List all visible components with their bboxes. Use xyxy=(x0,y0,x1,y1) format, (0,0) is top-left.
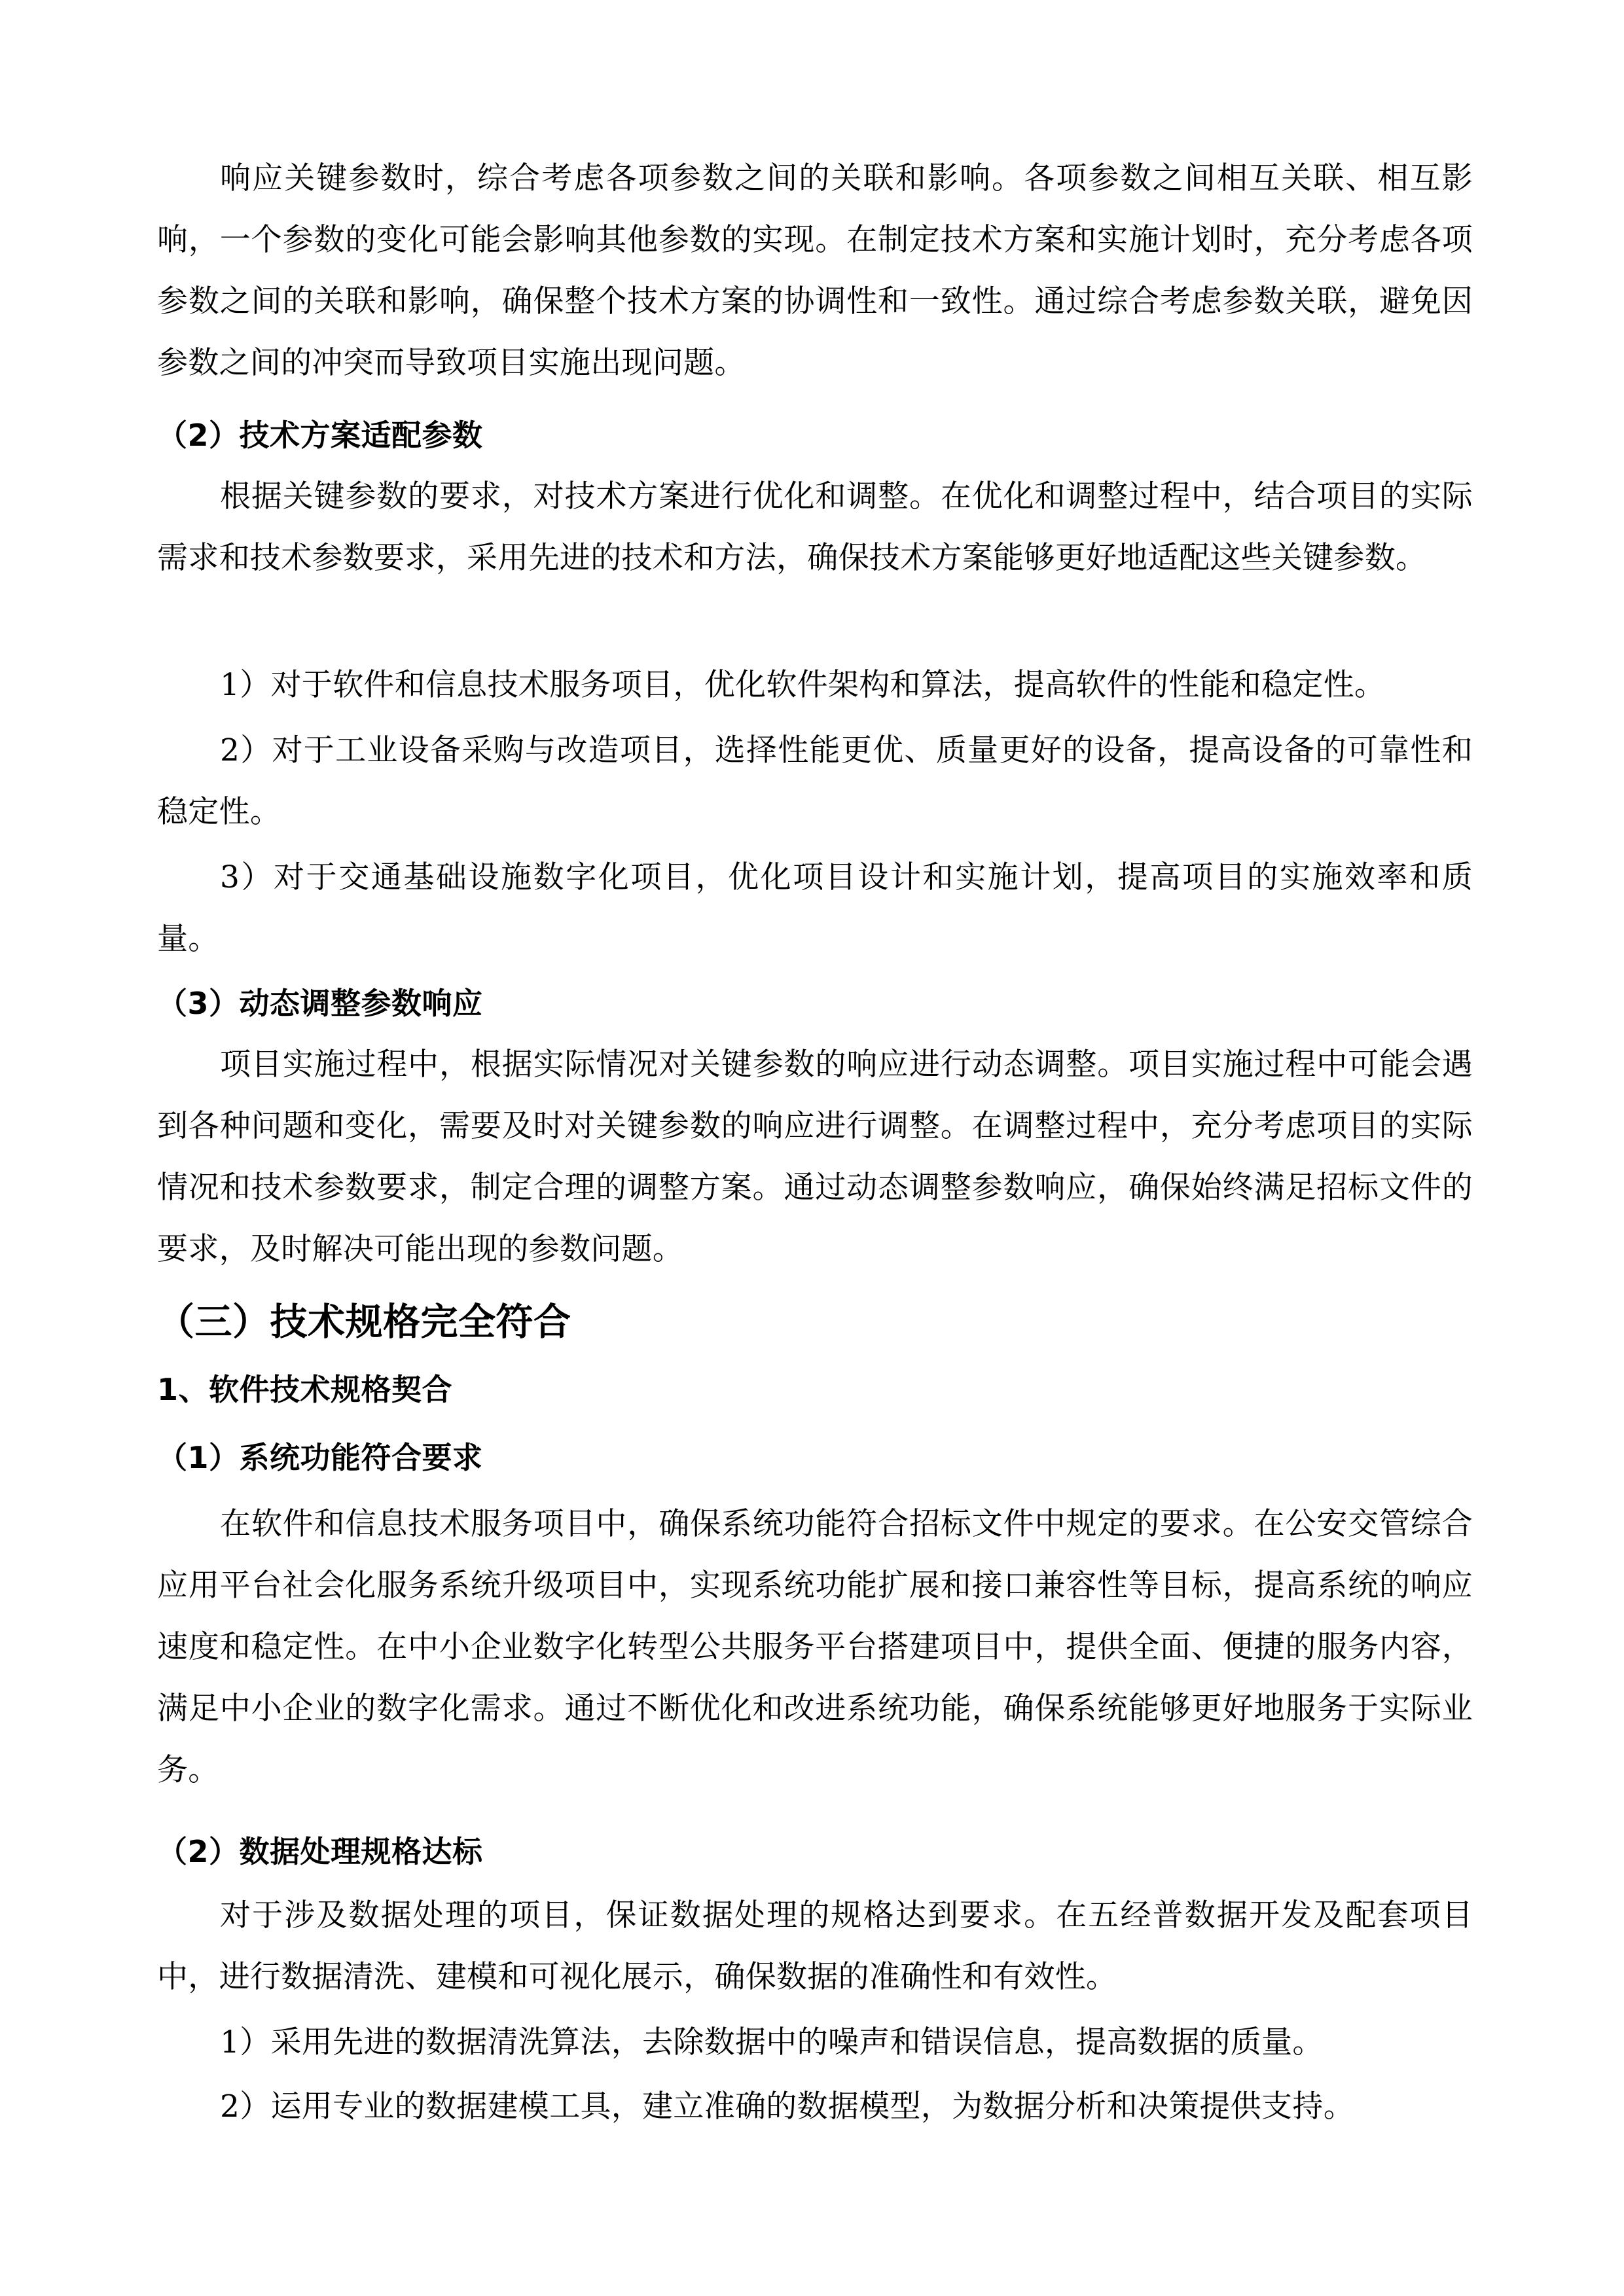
paragraph-system-function: 在软件和信息技术服务项目中，确保系统功能符合招标文件中规定的要求。在公安交管综合应用平台社会化服务系统升级项目中，实现系统功能扩展和接口兼容性等目标，提高系统的响应速度和稳定性。在中小企业数字化转型公共服务平台搭建项目中，提供全面、便捷的服务内容，满足中小企业的数字化需求。通过不断优化和改进系统功能，确保系统能够更好地服务于实际业务。 xyxy=(157,1506,1473,1788)
document-page xyxy=(157,0,1473,2296)
list-item-data-cleaning: 1）采用先进的数据清洗算法，去除数据中的噪声和错误信息，提高数据的质量。 xyxy=(220,2024,1324,2060)
list-item-software-projects: 1）对于软件和信息技术服务项目，优化软件架构和算法，提高软件的性能和稳定性。 xyxy=(220,667,1386,703)
heading-system-function: （1）系统功能符合要求 xyxy=(157,1440,483,1475)
paragraph-tech-solution-optimize: 根据关键参数的要求，对技术方案进行优化和调整。在优化和调整过程中，结合项目的实际需求和技术参数要求，采用先进的技术和方法，确保技术方案能够更好地适配这些关键参数。 xyxy=(157,478,1473,576)
heading-dynamic-adjust: （3）动态调整参数响应 xyxy=(157,986,483,1021)
list-item-transport-infrastructure: 3）对于交通基础设施数字化项目，优化项目设计和实施计划，提高项目的实施效率和质量。 xyxy=(157,859,1473,957)
paragraph-dynamic-adjust: 项目实施过程中，根据实际情况对关键参数的响应进行动态调整。项目实施过程中可能会遇到各种问题和变化，需要及时对关键参数的响应进行调整。在调整过程中，充分考虑项目的实际情况和技术参数要求，制定合理的调整方案。通过动态调整参数响应，确保始终满足招标文件的要求，及时解决可能出现的参数问题。 xyxy=(157,1047,1473,1267)
list-item-industrial-equipment: 2）对于工业设备采购与改造项目，选择性能更优、质量更好的设备，提高设备的可靠性和稳定性。 xyxy=(157,732,1473,830)
list-item-data-modeling: 2）运用专业的数据建模工具，建立准确的数据模型，为数据分析和决策提供支持。 xyxy=(220,2089,1355,2125)
paragraph-data-processing: 对于涉及数据处理的项目，保证数据处理的规格达到要求。在五经普数据开发及配套项目中，进行数据清洗、建模和可视化展示，确保数据的准确性和有效性。 xyxy=(157,1897,1473,1995)
heading-software-spec: 1、软件技术规格契合 xyxy=(157,1372,453,1407)
paragraph-parameter-association: 响应关键参数时，综合考虑各项参数之间的关联和影响。各项参数之间相互关联、相互影响，一个参数的变化可能会影响其他参数的实现。在制定技术方案和实施计划时，充分考虑各项参数之间的关联和影响，确保整个技术方案的协调性和一致性。通过综合考虑参数关联，避免因参数之间的冲突而导致项目实施出现问题。 xyxy=(157,160,1473,381)
heading-tech-solution-adapt: （2）技术方案适配参数 xyxy=(157,418,483,453)
heading-section-three: （三）技术规格完全符合 xyxy=(157,1300,571,1344)
heading-data-processing: （2）数据处理规格达标 xyxy=(157,1834,483,1869)
